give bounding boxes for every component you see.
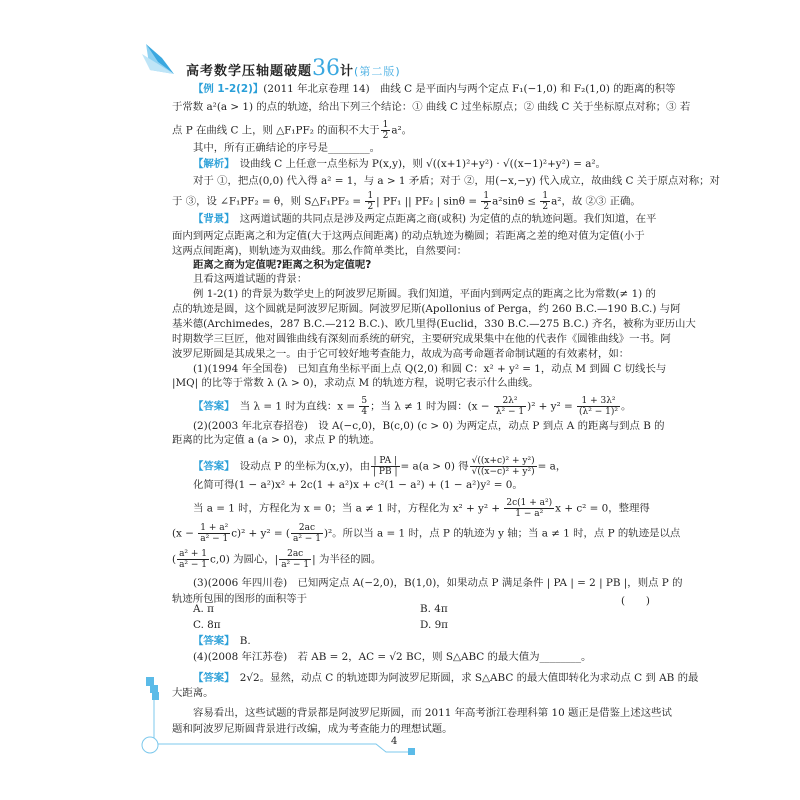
numerator: 1	[367, 191, 374, 201]
text-run: 。	[620, 400, 632, 413]
denominator: 2	[382, 131, 389, 141]
text-run: (x −	[172, 527, 198, 540]
denominator: 4	[361, 407, 368, 417]
denominator: 2	[367, 202, 374, 212]
section-label: 【解析】	[193, 158, 230, 170]
text-run: (1)(1994 年全国卷) 已知直角坐标平面上点 Q(2,0) 和圆 C：x² + y² = 1，动点 M 到圆 C 切线长与	[193, 363, 667, 375]
numerator: 1 + 3λ²	[577, 396, 620, 407]
text-run: (2)(2003 年北京春招卷) 设 A(−c,0)，B(c,0) (c > 0) 为两定点，动点 P 到点 A 的距离与到点 B 的	[193, 420, 665, 432]
text-run: | 为半径的圆。	[312, 553, 382, 566]
section-label: 【例 1-2(2)】	[193, 83, 264, 95]
denominator: 2	[483, 202, 490, 212]
denominator: a² − 1	[200, 534, 229, 544]
text-run: 题和阿波罗尼斯圆背景进行改编，成为考查能力的理想试题。	[172, 723, 453, 735]
text-run: c,0) 为圆心，|	[210, 553, 279, 566]
option-b: B. 4π	[420, 603, 448, 615]
numerator: 2ac	[279, 549, 311, 560]
option-d: D. 9π	[420, 619, 449, 631]
text-run: 距离之商为定值呢?距离之积为定值呢?	[193, 259, 372, 271]
text-run: )²。所以当 a = 1 时，点 P 的轨迹为 y 轴；当 a ≠ 1 时，点 P 的轨迹是以点	[323, 527, 681, 540]
text-run: 时期数学三巨匠，他对圆锥曲线有深刻而系统的研究，主要研究成果集中在他的代表作《圆锥曲线》一书。阿	[172, 333, 671, 345]
section-label: 【答案】	[193, 400, 230, 413]
denominator: a² − 1	[179, 560, 208, 570]
text-run: 这两道试题的共同点是涉及两定点距离之商(或积) 为定值的点的轨迹问题。我们知道，在平	[229, 213, 657, 225]
text-run: c)² + y² = (	[231, 527, 290, 540]
text-run: a²sinθ ≤	[492, 195, 540, 208]
section-label: 【背景】	[193, 213, 230, 225]
option-c: C. 8π	[193, 619, 221, 631]
text-run: 例 1-2(1) 的背景为数学史上的阿波罗尼斯圆。我们知道，平面内到两定点的距离之比为常数(≠ 1) 的	[193, 288, 656, 300]
section-label: 【答案】	[193, 635, 230, 647]
denominator: √((x−c)² + y²)	[471, 467, 535, 477]
text-run: 设曲线 C 上任意一点坐标为 P(x,y)，则 √((x+1)²+y²) · √((x−1)²+y²) = a²。	[229, 158, 606, 170]
denominator: | PB |	[373, 467, 398, 477]
text-run: 点 P 在曲线 C 上，则 △F₁PF₂ 的面积不大于	[172, 124, 380, 137]
section-label: 【答案】	[193, 460, 230, 473]
text-run: |MQ| 的比等于常数 λ (λ > 0)，求动点 M 的轨迹方程，说明它表示什么曲线。	[172, 377, 539, 389]
text-run: 点的轨迹是圆，这个圆就是阿波罗尼斯圆。阿波罗尼斯(Apollonius of Perga，约 260 B.C.—190 B.C.) 与阿	[172, 303, 681, 315]
text-run: = a，	[537, 460, 567, 473]
page-number: 4	[391, 736, 398, 747]
text-run: a²。	[391, 124, 413, 137]
text-run: 轨迹所包围的图形的面积等于	[172, 593, 308, 605]
section-label: 【答案】	[193, 672, 230, 684]
option-a: A. π	[193, 603, 214, 615]
text-run: 距离的比为定值 a (a > 0)，求点 P 的轨迹。	[172, 434, 381, 446]
denominator: λ² − 1	[495, 407, 525, 417]
text-run: 当 λ = 1 时为直线：x =	[229, 400, 359, 413]
header-title: 高考数学压轴题破题36计(第二版)	[186, 56, 401, 81]
text-run: 容易看出，这些试题的背景都是阿波罗尼斯圆，而 2011 年高考浙江卷理科第 10 题正是借鉴上述这些试	[193, 707, 672, 719]
numerator: √((x+c)² + y²)	[471, 456, 535, 466]
text-run: (4)(2008 年江苏卷) 若 AB = 2，AC = √2 BC，则 S△ABC 的最大值为________。	[193, 651, 592, 663]
text-run: 对于 ①，把点(0,0) 代入得 a² = 1，与 a > 1 矛盾；对于 ②，用(−x,−y) 代入成立，故曲线 C 关于原点对称；对	[193, 175, 720, 187]
numerator: 1	[483, 191, 490, 201]
numerator: a² + 1	[179, 549, 208, 559]
text-run: 2√2。显然，动点 C 的轨迹即为阿波罗尼斯圆，求 S△ABC 的最大值即转化为求动点 C 到 AB 的最	[229, 672, 699, 684]
text-run: 当 a = 1 时，方程化为 x = 0；当 a ≠ 1 时，方程化为 x² + y² +	[193, 502, 504, 515]
text-run: B.	[229, 635, 251, 647]
numerator: 1 + a²	[200, 523, 229, 533]
text-run: ；当 λ ≠ 1 时为圆：(x −	[370, 400, 493, 413]
text-run: 波罗尼斯圆是其成果之一。由于它可较好地考查能力，故成为高考命题者命制试题的有效素材，如：	[172, 348, 630, 360]
numerator: | PA |	[371, 456, 399, 467]
text-run: 于常数 a²(a > 1) 的点的轨迹，给出下列三个结论：① 曲线 C 过坐标原点；② 曲线 C 关于坐标原点对称；③ 若	[172, 101, 691, 113]
text-run: 且看这两道试题的背景：	[193, 273, 308, 285]
numerator: 2c(1 + a²)	[506, 498, 553, 508]
text-run: 于 ③，设 ∠F₁PF₂ = θ，则 S△F₁PF₂ =	[172, 195, 365, 208]
text-run: 化简可得(1 − a²)x² + 2c(1 + a²)x + c²(1 − a²) + (1 − a²)y² = 0。	[193, 479, 523, 491]
text-run: 面内到两定点距离之和为定值(大于这两点间距离) 的动点轨迹为椭圆；若距离之差的绝对值为定值(小于	[172, 230, 645, 242]
text-run: (2011 年北京卷理 14) 曲线 C 是平面内与两个定点 F₁(−1,0) 和 F₂(1,0) 的距离的积等	[263, 83, 676, 95]
text-run: = a(a > 0) 得	[400, 460, 469, 473]
denominator: 1 − a²	[515, 509, 544, 519]
numerator: 1	[542, 191, 549, 201]
text-run: 设动点 P 的坐标为(x,y)，由	[229, 460, 371, 473]
numerator: 2λ²	[494, 396, 526, 407]
denominator: a² − 1	[281, 560, 310, 570]
numerator: 1	[382, 120, 389, 130]
text-run: )² + y² =	[527, 400, 577, 413]
numerator: 2ac	[291, 523, 323, 534]
text-run: a²，故 ②③ 正确。	[551, 195, 641, 208]
answer-blank: ( )	[621, 595, 650, 607]
text-run: 其中，所有正确结论的序号是________。	[193, 142, 381, 154]
text-run: 大距离。	[172, 687, 214, 699]
numerator: 5	[361, 396, 368, 406]
text-run: | PF₁ || PF₂ | sinθ =	[376, 195, 481, 208]
text-run: (3)(2006 年四川卷) 已知两定点 A(−2,0)，B(1,0)，如果动点 P 满足条件 | PA | = 2 | PB |，则点 P 的	[193, 577, 683, 589]
text-run: x + c² = 0，整理得	[555, 502, 650, 515]
denominator: a² − 1	[292, 534, 321, 544]
denominator: (λ² − 1)²	[579, 407, 618, 417]
header-number: 36	[312, 56, 341, 81]
header-edition: (第二版)	[354, 65, 401, 78]
text-run: 基米德(Archimedes，287 B.C.—212 B.C.)、欧几里得(Euclid，330 B.C.—275 B.C.) 齐名，被称为亚历山大	[172, 318, 696, 330]
text-run: 这两点间距离)，则轨迹为双曲线。那么作简单类比，自然要问：	[172, 245, 467, 257]
text-run: (	[172, 553, 177, 566]
denominator: 2	[542, 202, 549, 212]
